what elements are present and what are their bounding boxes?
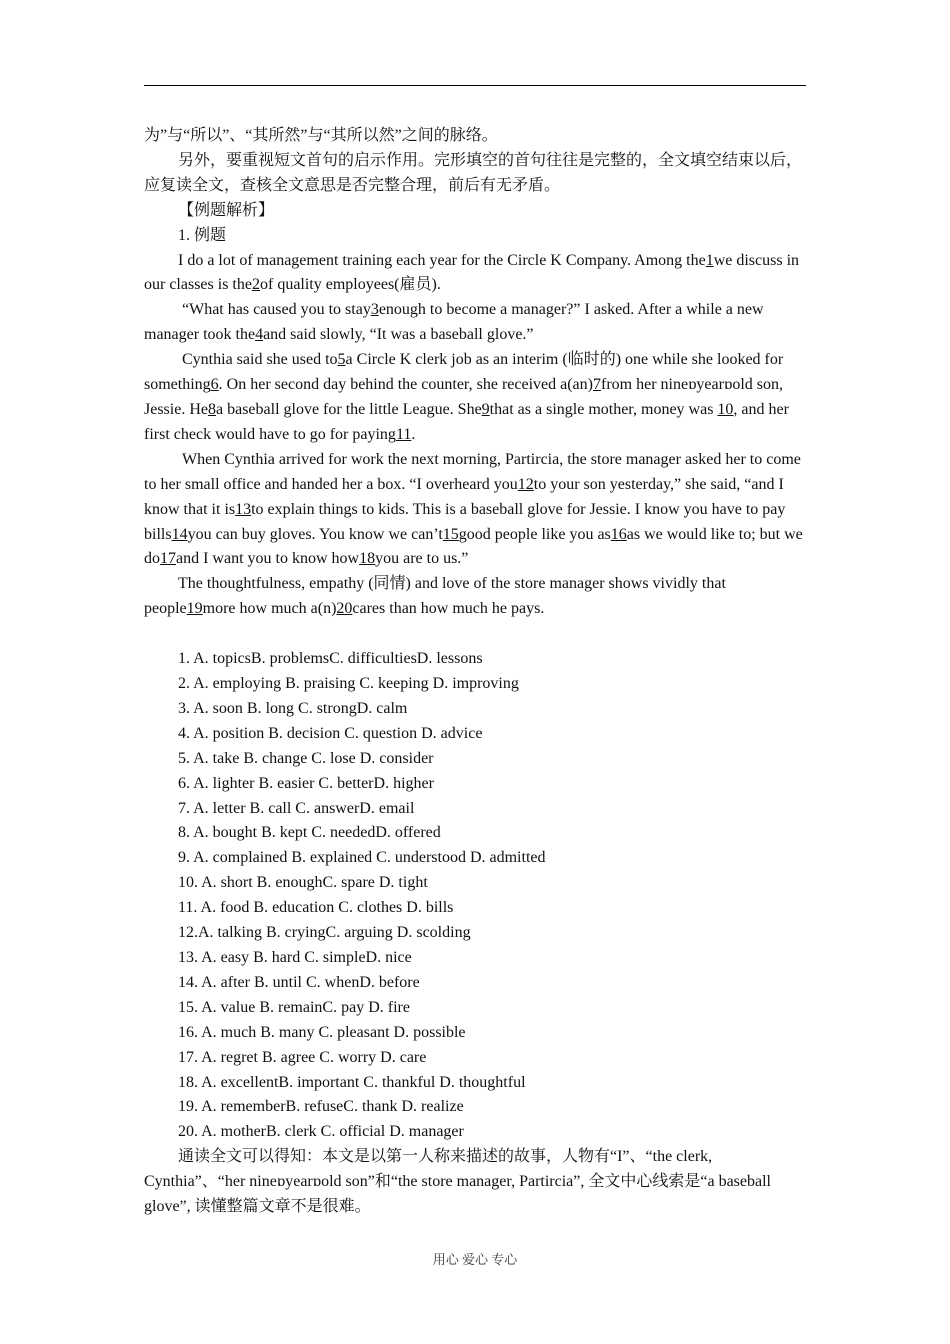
option-line-12: 12.A. talking B. cryingC. arguing D. scolding [178,924,471,942]
options-list [144,647,806,1145]
blank-1: 1 [705,251,714,269]
passage-paragraph-2: “What has caused you to stay3enough to become a manager?” I asked. After a while a new manager took the4and said slowly, “It was a baseball glove.” [144,301,764,344]
page-content [144,124,806,1220]
option-line-1: 1. A. topicsB. problemsC. difficultiesD. lessons [178,650,483,668]
option-line-10: 10. A. short B. enoughC. spare D. tight [178,874,428,892]
option-line-3: 3. A. soon B. long C. strongD. calm [178,699,408,717]
blank-19: 19 [186,600,203,618]
blank-16: 16 [610,525,627,543]
example-label: 1. 例题 [178,226,227,244]
blank-9: 9 [481,400,490,418]
section-title: 【例题解析】 [178,201,275,219]
passage-paragraph-5: The thoughtfulness, empathy (同情) and love of the store manager shows vividly that people19more how much a(n)20cares than how much he pays. [144,575,726,618]
option-line-2: 2. A. employing B. praising C. keeping D. improving [178,675,519,693]
passage-paragraph-3: Cynthia said she used to5a Circle K clerk job as an interim (临时的) one while she looked for something6. On her second day behind the counter, she received a(an)7from her nineɒyearɒold son, Jessie. He8a baseball glove for the little League. She9that as a single mother, money was 10, and her first check would have to go for paying11. [144,351,789,443]
blank-4: 4 [255,326,264,344]
option-line-16: 16. A. much B. many C. pleasant D. possible [178,1023,466,1041]
spacer [144,622,806,647]
intro-paragraph: 另外，要重视短文首句的启示作用。完形填空的首句往往是完整的，全文填空结束以后，应复读全文，查核全文意思是否完整合理，前后有无矛盾。 [144,151,803,194]
passage-paragraph-1: I do a lot of management training each year for the Circle K Company. Among the1we discuss in our classes is the2of quality employees(雇员). [144,251,800,294]
option-line-18: 18. A. excellentB. important C. thankful D. thoughtful [178,1073,526,1091]
option-line-19: 19. A. rememberB. refuseC. thank D. realize [178,1098,464,1116]
blank-14: 14 [171,525,188,543]
blank-10: 10 [717,400,734,418]
option-line-14: 14. A. after B. until C. whenD. before [178,973,420,991]
blank-18: 18 [359,550,376,568]
blank-2: 2 [251,276,260,294]
option-line-6: 6. A. lighter B. easier C. betterD. higher [178,774,434,792]
option-line-11: 11. A. food B. education C. clothes D. bills [178,899,454,917]
page-footer: 用心 爱心 专心 [432,1252,518,1267]
blank-8: 8 [207,400,216,418]
blank-7: 7 [592,376,601,394]
blank-12: 12 [517,475,534,493]
intro-continuation: 为”与“所以”、“其所然”与“其所以然”之间的脉络。 [144,127,498,144]
blank-11: 11 [395,425,412,443]
option-line-13: 13. A. easy B. hard C. simpleD. nice [178,949,412,966]
blank-15: 15 [442,525,459,543]
blank-20: 20 [336,600,353,618]
blank-17: 17 [160,550,176,568]
option-line-7: 7. A. letter B. call C. answerD. email [178,799,415,817]
option-line-8: 8. A. bought B. kept C. neededD. offered [178,824,441,842]
option-line-15: 15. A. value B. remainC. pay D. fire [178,998,410,1016]
blank-6: 6 [210,376,219,394]
option-line-4: 4. A. position B. decision C. question D. advice [178,724,483,742]
blank-5: 5 [337,351,346,369]
passage-paragraph-4: When Cynthia arrived for work the next morning, Partircia, the store manager asked her to come to her small office and handed her a box. “I overheard you12to your son yesterday,” she said, “and I know that it is13to explain things to kids. This is a baseball glove for Jessie. I know you have to pay bills14you can buy gloves. You know we can’t15good people like you as16as we would like to; but we do17and I want you to know how18you are to us.” [144,450,803,568]
option-line-17: 17. A. regret B. agree C. worry D. care [178,1048,427,1066]
blank-13: 13 [235,500,252,518]
option-line-5: 5. A. take B. change C. lose D. consider [178,749,434,767]
option-line-20: 20. A. motherB. clerk C. official D. manager [178,1123,464,1141]
option-line-9: 9. A. complained B. explained C. understood D. admitted [178,849,546,867]
blank-3: 3 [370,301,379,319]
analysis-paragraph: 通读全文可以得知：本文是以第一人称来描述的故事，人物有“I”、“the clerk, Cynthia”、“her nineɒyearɒold son”和“the store manager, Partircia”, 全文中心线索是“a baseball glove”, 读懂整篇文章不是很难。 [144,1148,771,1216]
header-rule [144,85,806,86]
